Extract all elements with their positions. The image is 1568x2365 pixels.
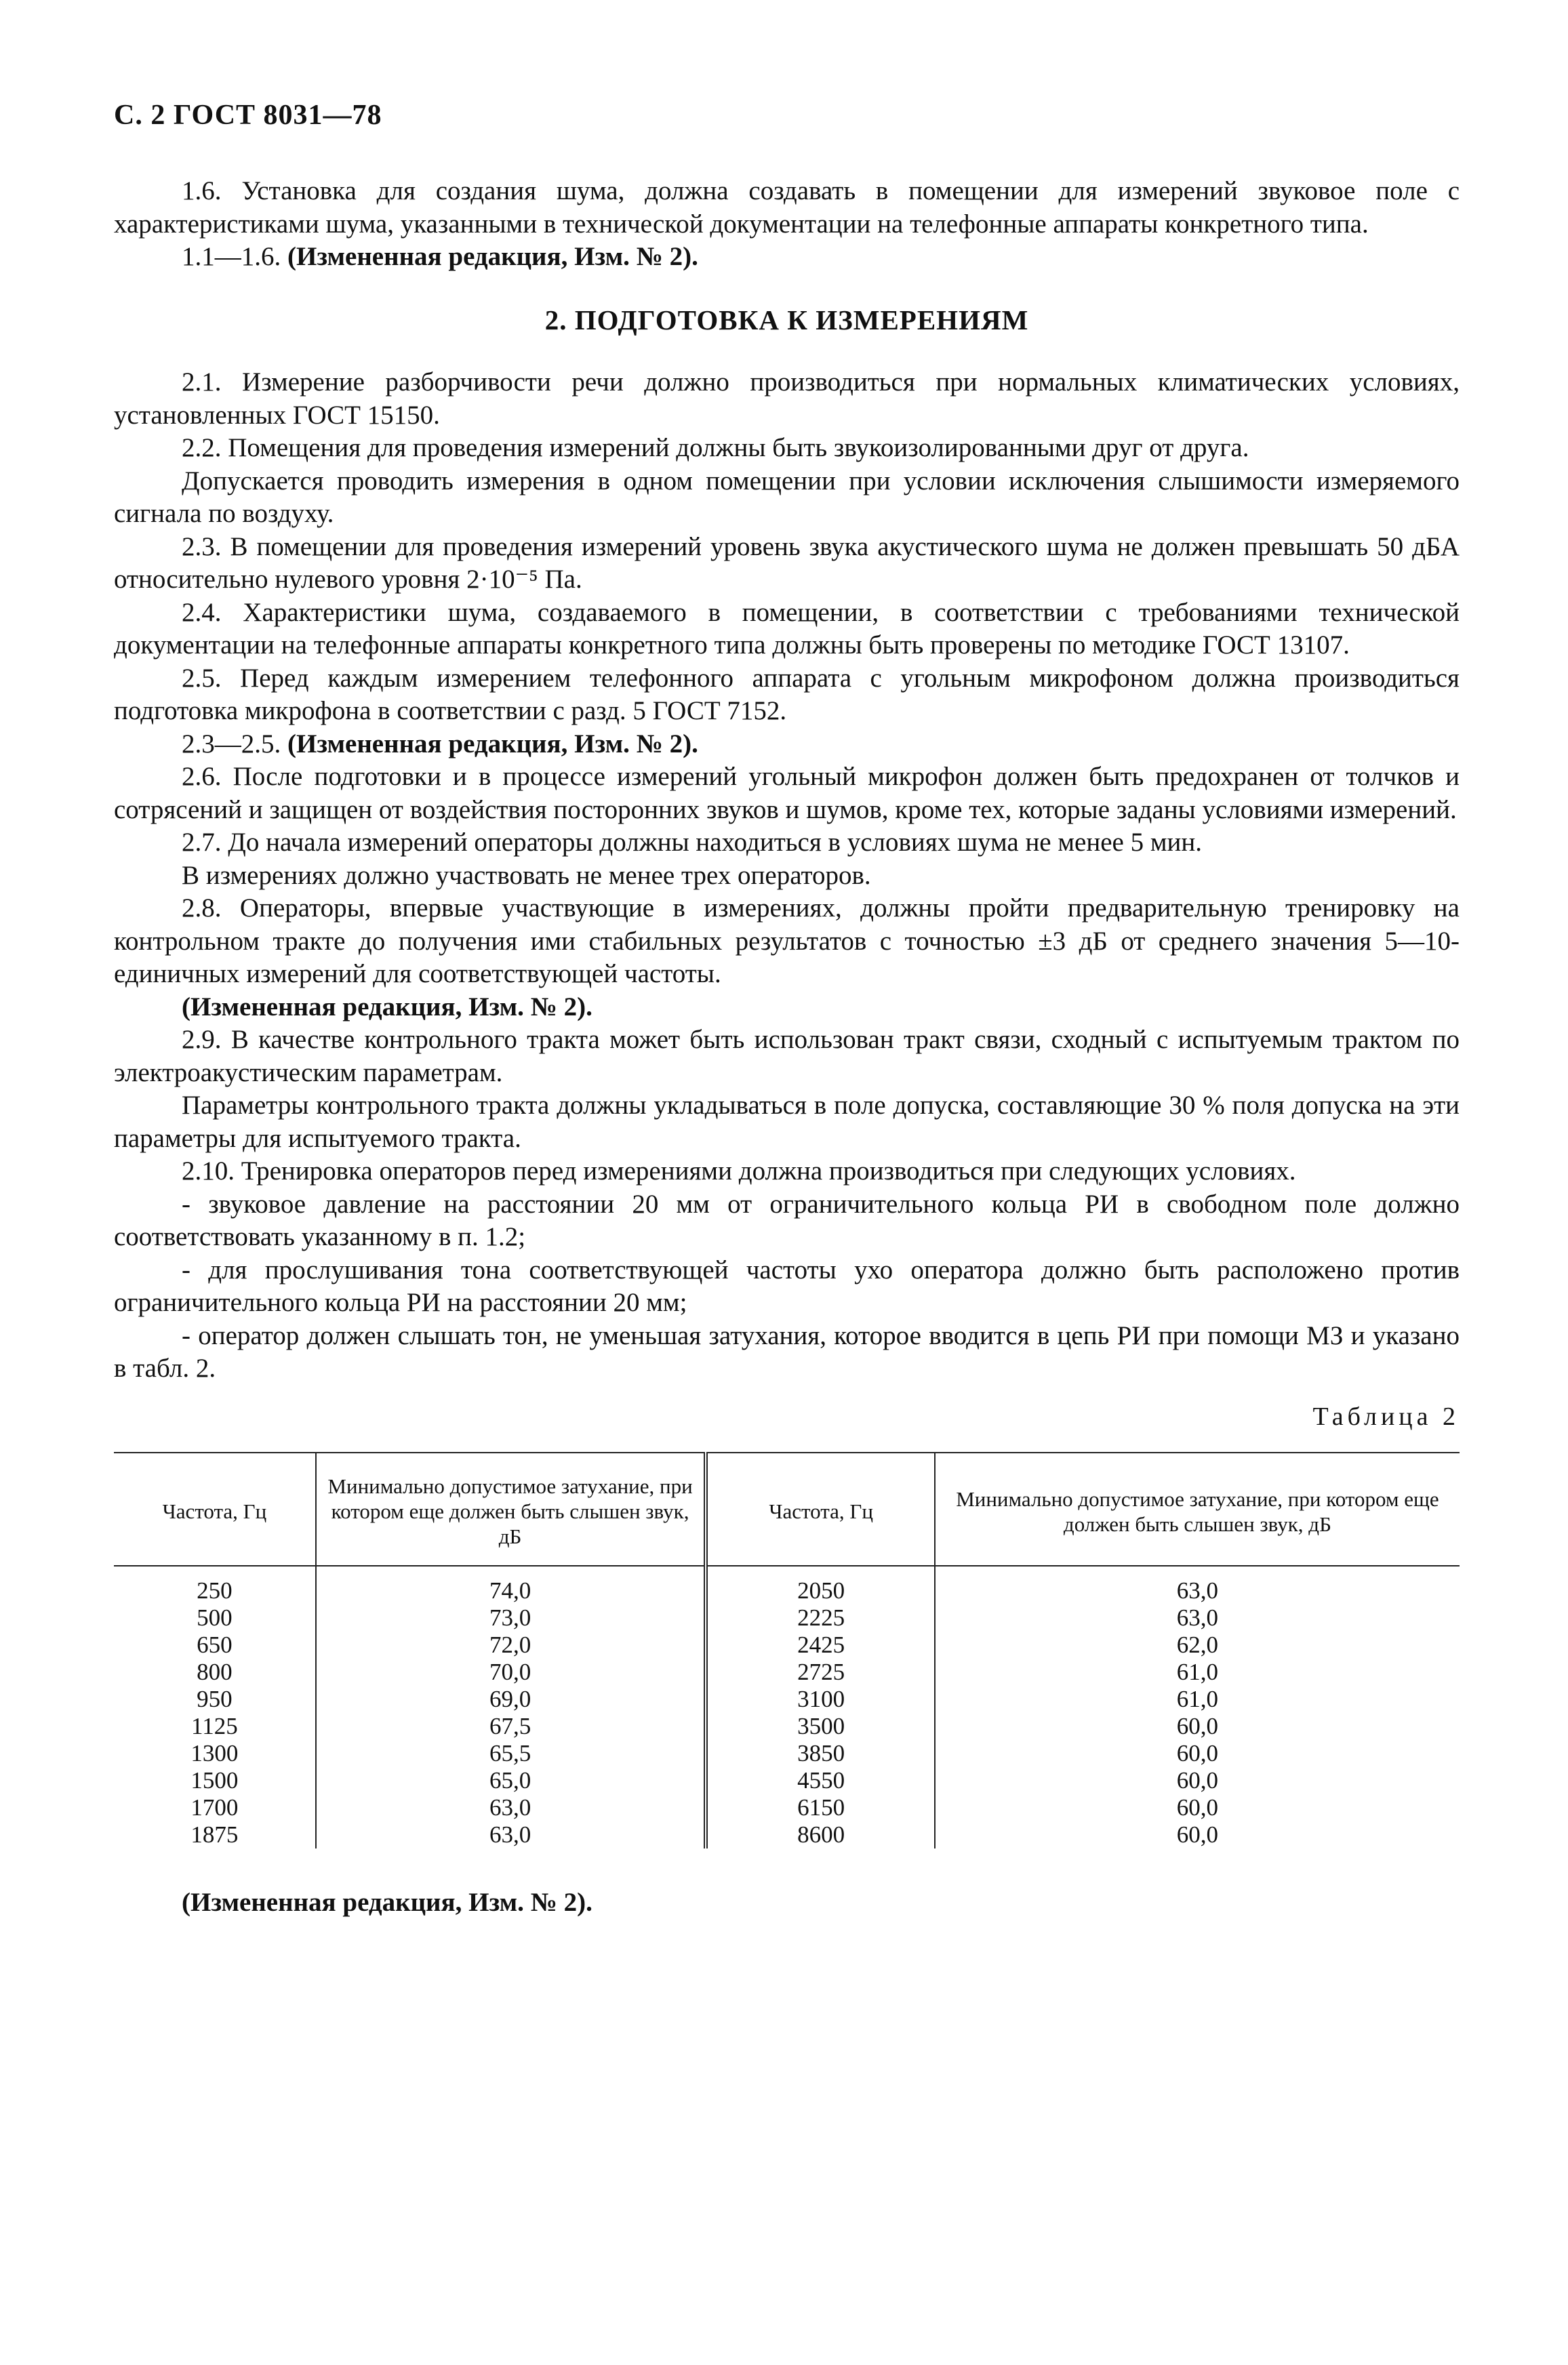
table-row bbox=[114, 1740, 1460, 1767]
atten-cell: 60,0 bbox=[935, 1713, 1460, 1740]
atten-cell: 73,0 bbox=[316, 1604, 706, 1632]
atten-cell: 63,0 bbox=[316, 1794, 706, 1821]
atten-cell: 62,0 bbox=[935, 1632, 1460, 1659]
atten-cell: 67,5 bbox=[316, 1713, 706, 1740]
table-row bbox=[114, 1659, 1460, 1686]
table-row bbox=[114, 1767, 1460, 1794]
amendment-note-2: 2.3—2.5. (Измененная редакция, Изм. № 2). bbox=[182, 729, 698, 759]
table-caption: Таблица 2 bbox=[1312, 1402, 1460, 1431]
atten-cell: 63,0 bbox=[935, 1566, 1460, 1604]
freq-cell: 2425 bbox=[706, 1632, 934, 1659]
header-frequency-1: Частота, Гц bbox=[114, 1453, 316, 1566]
freq-cell: 500 bbox=[197, 1604, 233, 1631]
paragraph-2-6: 2.6. После подготовки и в процессе измерений угольный микрофон должен быть предохранен от толчков и сотрясений и защищен от воздействия посторонних звуков и шумов, кроме тех, которые заданы условиями измерений. bbox=[114, 762, 1460, 824]
paragraph-2-2: 2.2. Помещения для проведения измерений должны быть звукоизолированными друг от друга. bbox=[182, 433, 1249, 462]
paragraph-2-9: 2.9. В качестве контрольного тракта может быть использован тракт связи, сходный с испытуемым трактом по электроакустическим параметрам. bbox=[114, 1025, 1460, 1087]
table-header-row bbox=[114, 1453, 1460, 1566]
atten-cell: 72,0 bbox=[316, 1632, 706, 1659]
freq-cell: 800 bbox=[197, 1659, 233, 1685]
atten-cell: 65,5 bbox=[316, 1740, 706, 1767]
table-row bbox=[114, 1632, 1460, 1659]
atten-cell: 63,0 bbox=[935, 1604, 1460, 1632]
freq-cell: 8600 bbox=[706, 1821, 934, 1848]
freq-cell: 950 bbox=[197, 1686, 233, 1712]
paragraph-2-2-note: Допускается проводить измерения в одном помещении при условии исключения слышимости измеряемого сигнала по воздуху. bbox=[114, 466, 1460, 528]
paragraph-2-10: 2.10. Тренировка операторов перед измерениями должна производиться при следующих условиях. bbox=[182, 1156, 1296, 1186]
atten-cell: 74,0 bbox=[316, 1566, 706, 1604]
atten-cell: 63,0 bbox=[316, 1821, 706, 1848]
amendment-note-final: (Измененная редакция, Изм. № 2). bbox=[182, 1888, 592, 1917]
table-row bbox=[114, 1686, 1460, 1713]
freq-cell: 2725 bbox=[706, 1659, 934, 1686]
paragraph-2-7-note: В измерениях должно участвовать не менее трех операторов. bbox=[182, 860, 871, 890]
freq-cell: 3100 bbox=[706, 1686, 934, 1713]
condition-item-2: - для прослушивания тона соответствующей частоты ухо оператора должно быть расположено против ограничительного кольца РИ на расстоянии 20 мм; bbox=[114, 1255, 1460, 1317]
atten-cell: 60,0 bbox=[935, 1767, 1460, 1794]
freq-cell: 1700 bbox=[190, 1794, 239, 1821]
freq-cell: 1875 bbox=[190, 1821, 239, 1848]
atten-cell: 60,0 bbox=[935, 1740, 1460, 1767]
freq-cell: 6150 bbox=[706, 1794, 934, 1821]
paragraph-2-3: 2.3. В помещении для проведения измерений уровень звука акустического шума не должен превышать 50 дБА относительно нулевого уровня 2·10⁻⁵ Па. bbox=[114, 531, 1460, 594]
freq-cell: 1300 bbox=[190, 1740, 239, 1766]
document-body bbox=[114, 175, 1460, 1946]
condition-item-3: - оператор должен слышать тон, не уменьшая затухания, которое вводится в цепь РИ при помощи МЗ и указано в табл. 2. bbox=[114, 1320, 1460, 1383]
paragraph-2-9-note: Параметры контрольного тракта должны укладываться в поле допуска, составляющие 30 % поля допуска на эти параметры для испытуемого тракта. bbox=[114, 1091, 1460, 1153]
atten-cell: 60,0 bbox=[935, 1794, 1460, 1821]
header-frequency-2: Частота, Гц bbox=[706, 1453, 934, 1566]
page-header: С. 2 ГОСТ 8031—78 bbox=[114, 100, 382, 131]
paragraph-2-8: 2.8. Операторы, впервые участвующие в измерениях, должны пройти предварительную тренировку на контрольном тракте до получения ими стабильных результатов с точностью ±3 дБ от среднего значения 5—10-единичных измерений для соответствующей частоты. bbox=[114, 893, 1460, 988]
condition-item-1: - звуковое давление на расстоянии 20 мм от ограничительного кольца РИ в свободном поле должно соответствовать указанному в п. 1.2; bbox=[114, 1189, 1460, 1251]
table-row bbox=[114, 1821, 1460, 1848]
intro-block bbox=[114, 175, 1460, 274]
section-title: 2. ПОДГОТОВКА К ИЗМЕРЕНИЯМ bbox=[544, 304, 1029, 336]
atten-cell: 65,0 bbox=[316, 1767, 706, 1794]
atten-cell: 60,0 bbox=[935, 1821, 1460, 1848]
paragraph-2-7: 2.7. До начала измерений операторы должны находиться в условиях шума не менее 5 мин. bbox=[182, 828, 1203, 857]
freq-cell: 1125 bbox=[191, 1713, 238, 1739]
paragraph-2-5: 2.5. Перед каждым измерением телефонного аппарата с угольным микрофоном должна производиться подготовка микрофона в соответствии с разд. 5 ГОСТ 7152. bbox=[114, 663, 1460, 725]
table-row bbox=[114, 1713, 1460, 1740]
atten-cell: 70,0 bbox=[316, 1659, 706, 1686]
section-2-paragraphs bbox=[114, 366, 1460, 1386]
atten-cell: 69,0 bbox=[316, 1686, 706, 1713]
amendment-note-1: 1.1—1.6. (Измененная редакция, Изм. № 2). bbox=[182, 242, 698, 271]
amendment-note-3: (Измененная редакция, Изм. № 2). bbox=[182, 992, 592, 1022]
table-row bbox=[114, 1566, 1460, 1604]
freq-cell: 2050 bbox=[706, 1566, 934, 1604]
paragraph-2-1: 2.1. Измерение разборчивости речи должно производиться при нормальных климатических условиях, установленных ГОСТ 15150. bbox=[114, 367, 1460, 430]
freq-cell: 650 bbox=[197, 1632, 233, 1658]
atten-cell: 61,0 bbox=[935, 1659, 1460, 1686]
paragraph-2-4: 2.4. Характеристики шума, создаваемого в помещении, в соответствии с требованиями технической документации на телефонные аппараты конкретного типа должны быть проверены по методике ГОСТ 13107. bbox=[114, 597, 1460, 660]
atten-cell: 61,0 bbox=[935, 1686, 1460, 1713]
header-attenuation-2: Минимально допустимое затухание, при котором еще должен быть слышен звук, дБ bbox=[935, 1453, 1460, 1566]
freq-cell: 2225 bbox=[706, 1604, 934, 1632]
attenuation-table bbox=[114, 1452, 1460, 1848]
freq-cell: 250 bbox=[197, 1577, 233, 1604]
freq-cell: 4550 bbox=[706, 1767, 934, 1794]
freq-cell: 3500 bbox=[706, 1713, 934, 1740]
freq-cell: 1500 bbox=[190, 1767, 239, 1794]
table-row bbox=[114, 1604, 1460, 1632]
paragraph-1-6: 1.6. Установка для создания шума, должна создавать в помещении для измерений звуковое поле с характеристиками шума, указанными в технической документации на телефонные аппараты конкретного типа. bbox=[114, 176, 1460, 239]
header-attenuation-1: Минимально допустимое затухание, при котором еще должен быть слышен звук, дБ bbox=[316, 1453, 706, 1566]
freq-cell: 3850 bbox=[706, 1740, 934, 1767]
table-row bbox=[114, 1794, 1460, 1821]
